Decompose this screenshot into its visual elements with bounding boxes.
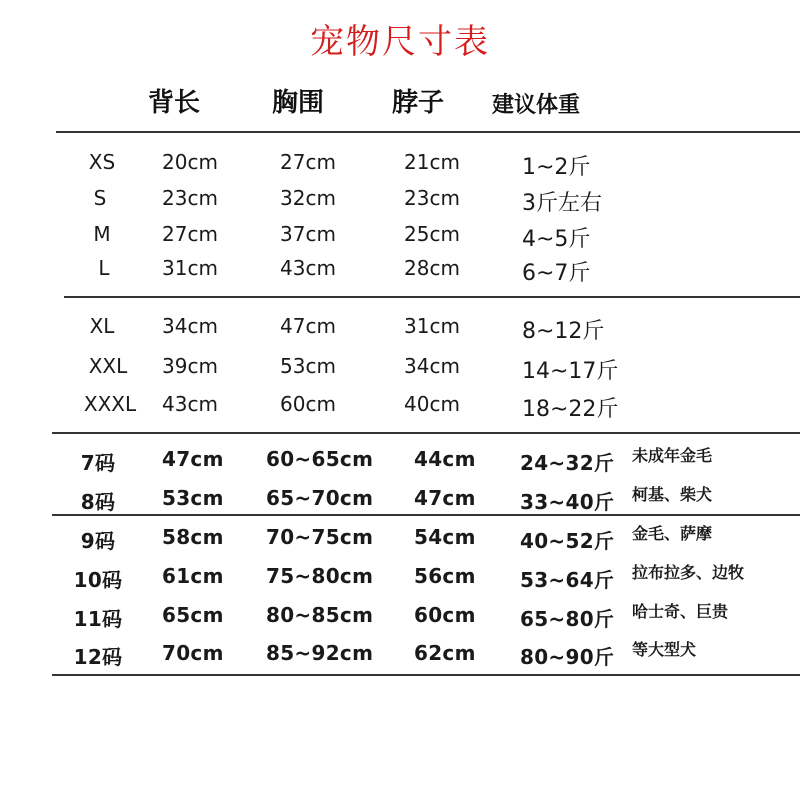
row-back-length: 47cm <box>162 447 224 471</box>
row-breed-note: 哈士奇、巨贵 <box>632 602 729 621</box>
divider-2 <box>64 296 800 298</box>
row-back-length: 43cm <box>162 392 218 416</box>
row-size: 7码 <box>80 451 116 475</box>
row-breed-note: 拉布拉多、边牧 <box>632 563 745 582</box>
row-weight: 6~7斤 <box>522 261 591 286</box>
row-chest: 80~85cm <box>266 603 374 627</box>
row-weight: 3斤左右 <box>522 191 602 216</box>
row-neck: 25cm <box>404 222 460 246</box>
row-back-length: 20cm <box>162 150 218 174</box>
header-weight: 建议体重 <box>492 93 581 118</box>
row-back-length: 70cm <box>162 641 224 665</box>
row-size: XXL <box>88 354 128 378</box>
row-size: 12码 <box>73 645 123 669</box>
row-breed-note: 柯基、柴犬 <box>632 485 713 504</box>
row-back-length: 27cm <box>162 222 218 246</box>
row-weight: 4~5斤 <box>522 227 591 252</box>
row-neck: 28cm <box>404 256 460 280</box>
row-neck: 54cm <box>414 525 476 549</box>
row-size: XS <box>88 150 116 174</box>
row-weight: 80~90斤 <box>520 645 615 669</box>
row-size: XL <box>89 314 115 338</box>
row-neck: 23cm <box>404 186 460 210</box>
row-size: S <box>93 186 107 210</box>
row-neck: 47cm <box>414 486 476 510</box>
row-chest: 32cm <box>280 186 336 210</box>
row-size: M <box>93 222 111 246</box>
row-chest: 85~92cm <box>266 641 374 665</box>
row-chest: 43cm <box>280 256 336 280</box>
row-neck: 31cm <box>404 314 460 338</box>
row-size: 11码 <box>73 607 123 631</box>
row-chest: 65~70cm <box>266 486 374 510</box>
row-neck: 60cm <box>414 603 476 627</box>
divider-top <box>56 131 800 133</box>
row-neck: 40cm <box>404 392 460 416</box>
divider-bottom <box>52 674 800 676</box>
row-back-length: 23cm <box>162 186 218 210</box>
row-chest: 60cm <box>280 392 336 416</box>
row-breed-note: 未成年金毛 <box>632 446 713 465</box>
row-chest: 75~80cm <box>266 564 374 588</box>
row-back-length: 65cm <box>162 603 224 627</box>
row-chest: 60~65cm <box>266 447 374 471</box>
row-chest: 70~75cm <box>266 525 374 549</box>
row-chest: 53cm <box>280 354 336 378</box>
row-breed-note: 金毛、萨摩 <box>632 524 713 543</box>
row-chest: 37cm <box>280 222 336 246</box>
row-back-length: 53cm <box>162 486 224 510</box>
row-neck: 21cm <box>404 150 460 174</box>
row-back-length: 39cm <box>162 354 218 378</box>
row-neck: 62cm <box>414 641 476 665</box>
header-chest: 胸围 <box>272 88 325 118</box>
row-weight: 65~80斤 <box>520 607 615 631</box>
divider-3 <box>52 432 800 434</box>
row-weight: 8~12斤 <box>522 319 605 344</box>
row-size: 9码 <box>80 529 116 553</box>
row-size: 10码 <box>73 568 123 592</box>
row-neck: 34cm <box>404 354 460 378</box>
header-back-length: 背长 <box>148 88 201 118</box>
row-size: L <box>98 256 110 280</box>
row-chest: 27cm <box>280 150 336 174</box>
row-weight: 18~22斤 <box>522 397 619 422</box>
row-weight: 53~64斤 <box>520 568 615 592</box>
row-back-length: 34cm <box>162 314 218 338</box>
row-weight: 33~40斤 <box>520 490 615 514</box>
page-title: 宠物尺寸表 <box>310 22 490 62</box>
row-weight: 14~17斤 <box>522 359 619 384</box>
row-chest: 47cm <box>280 314 336 338</box>
header-neck: 脖子 <box>392 88 445 118</box>
row-back-length: 58cm <box>162 525 224 549</box>
row-breed-note: 等大型犬 <box>632 640 697 659</box>
row-weight: 1~2斤 <box>522 155 591 180</box>
row-weight: 40~52斤 <box>520 529 615 553</box>
row-neck: 44cm <box>414 447 476 471</box>
row-size: 8码 <box>80 490 116 514</box>
row-weight: 24~32斤 <box>520 451 615 475</box>
row-neck: 56cm <box>414 564 476 588</box>
row-back-length: 61cm <box>162 564 224 588</box>
row-size: XXXL <box>83 392 137 416</box>
row-back-length: 31cm <box>162 256 218 280</box>
